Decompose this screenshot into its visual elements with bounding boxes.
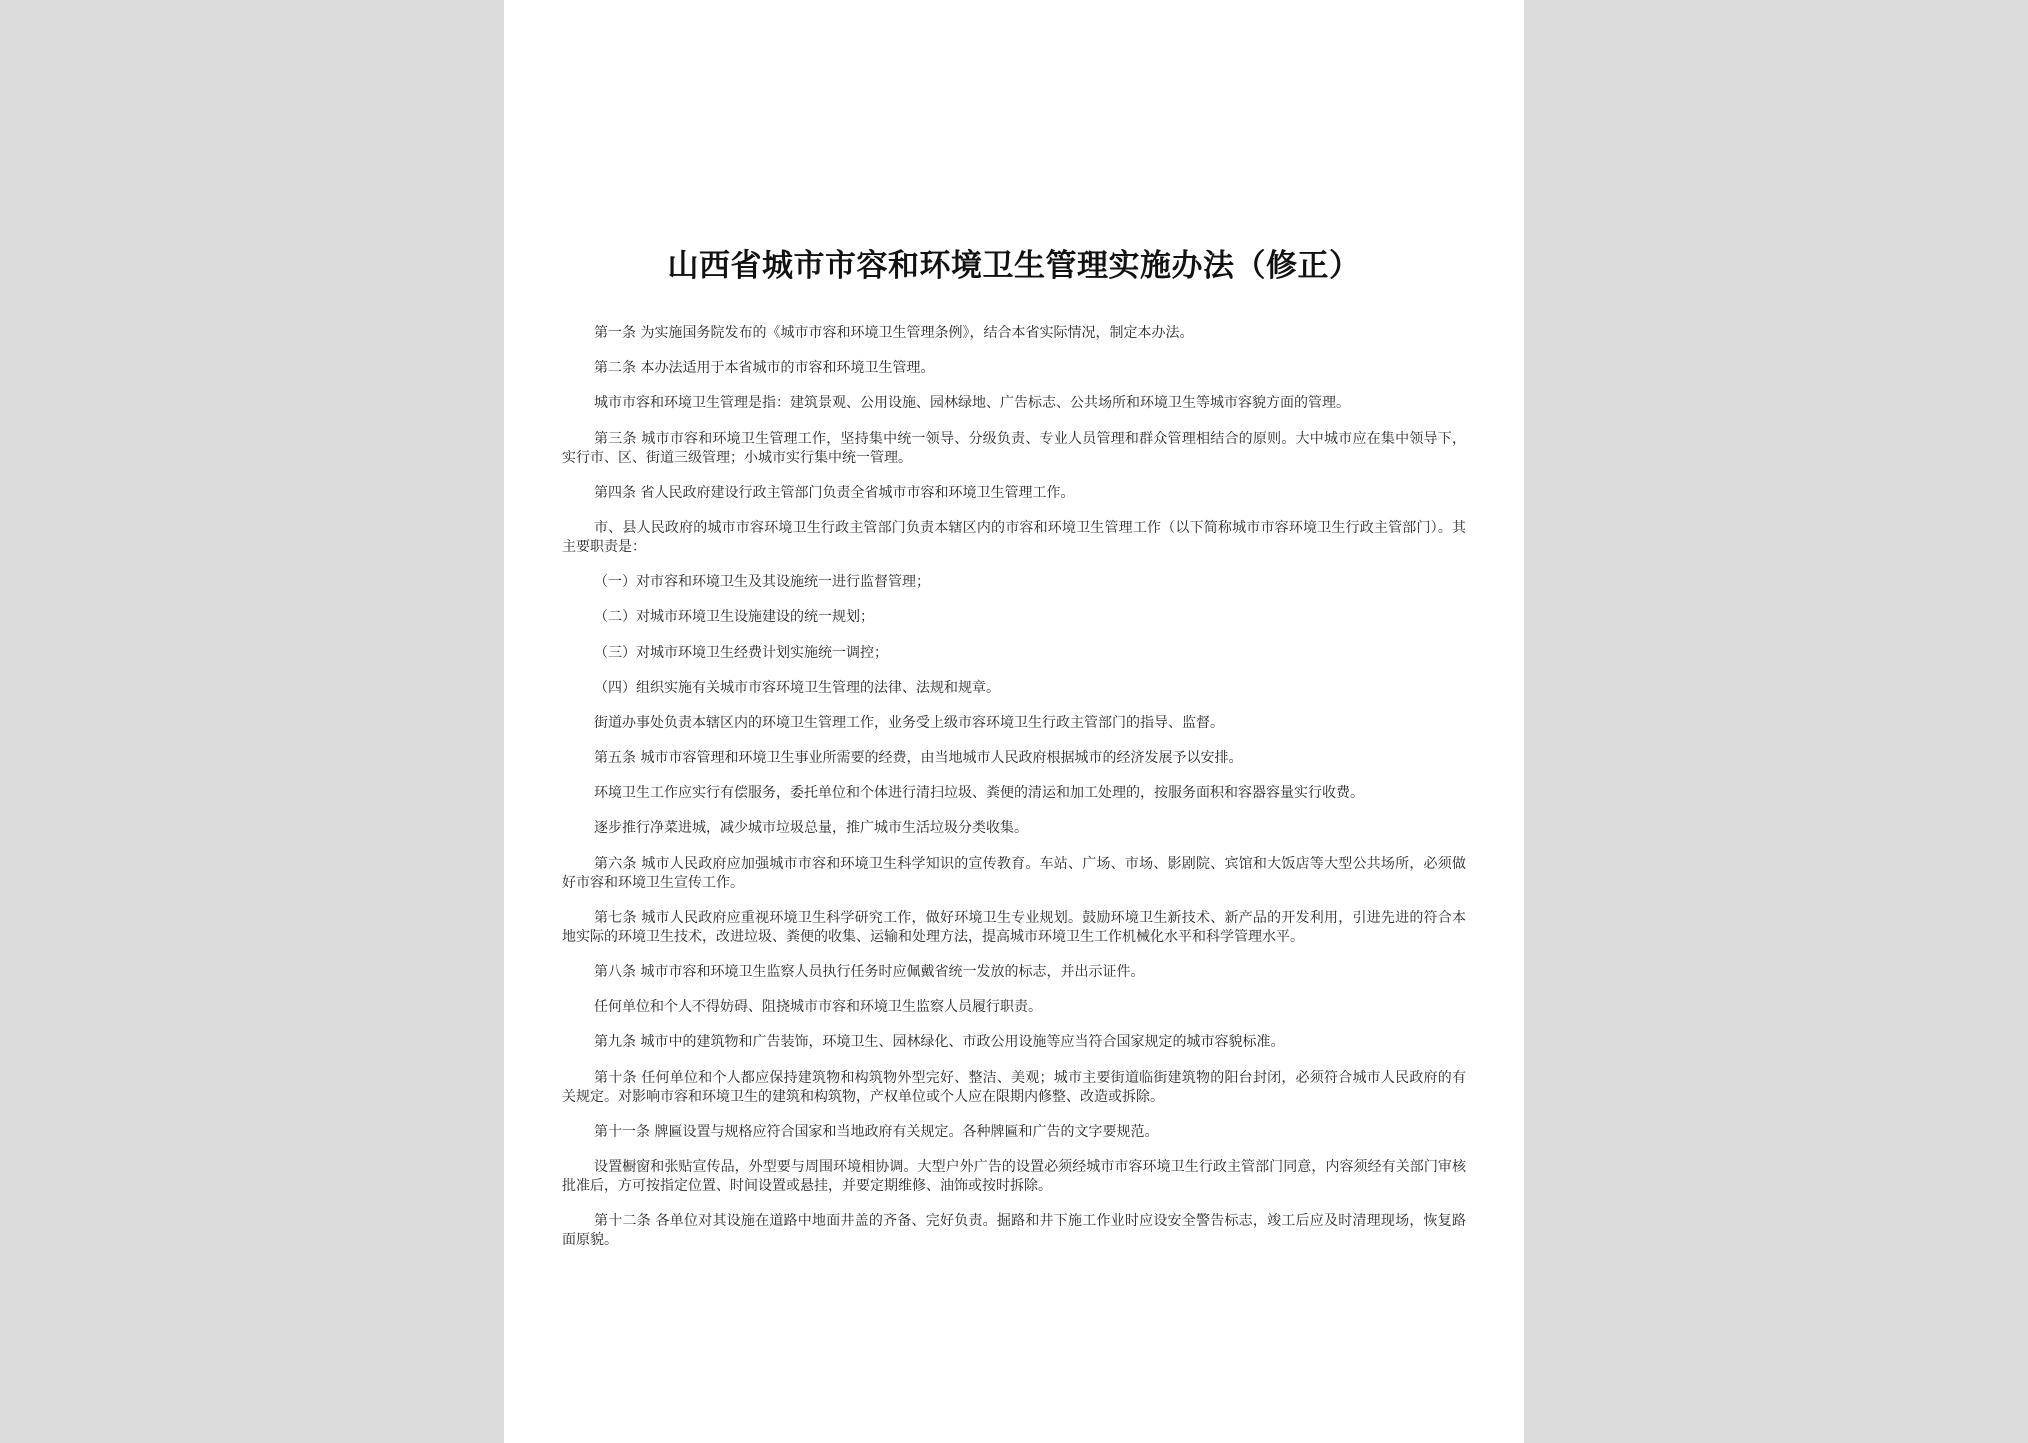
paragraph-7: （一）对市容和环境卫生及其设施统一进行监督管理； [594, 574, 930, 591]
paragraph-10: （四）组织实施有关城市市容环境卫生管理的法律、法规和规章。 [594, 679, 1000, 696]
paragraph-5: 第四条 省人民政府建设行政主管部门负责全省城市市容和环境卫生管理工作。 [594, 484, 1075, 501]
paragraph-6: 市、县人民政府的城市市容环境卫生行政主管部门负责本辖区内的市容和环境卫生管理工作（以下简称城市市容环境卫生行政主管部门）。其主要职责是： [562, 519, 1466, 555]
paragraph-9: （三）对城市环境卫生经费计划实施统一调控； [594, 644, 888, 661]
paragraph-8: （二）对城市环境卫生设施建设的统一规划； [594, 609, 874, 626]
document-title: 山西省城市市容和环境卫生管理实施办法（修正） [667, 248, 1361, 284]
paragraph-20: 第十条 任何单位和个人都应保持建筑物和构筑物外型完好、整洁、美观；城市主要街道临街建筑物的阳台封闭，必须符合城市人民政府的有关规定。对影响市容和环境卫生的建筑和构筑物，产权单位或个人应在限期内修整、改造或拆除。 [562, 1069, 1466, 1105]
paragraph-23: 第十二条 各单位对其设施在道路中地面井盖的齐备、完好负责。掘路和井下施工作业时应设安全警告标志，竣工后应及时清理现场，恢复路面原貌。 [562, 1213, 1466, 1249]
paragraph-12: 第五条 城市市容管理和环境卫生事业所需要的经费，由当地城市人民政府根据城市的经济发展予以安排。 [594, 750, 1243, 767]
paragraph-21: 第十一条 牌匾设置与规格应符合国家和当地政府有关规定。各种牌匾和广告的文字要规范。 [594, 1123, 1159, 1140]
paragraph-22: 设置橱窗和张贴宣传品，外型要与周围环境相协调。大型户外广告的设置必须经城市市容环境卫生行政主管部门同意，内容须经有关部门审核批准后，方可按指定位置、时间设置或悬挂，并要定期维修、油饰或按时拆除。 [562, 1158, 1466, 1194]
paragraph-17: 第八条 城市市容和环境卫生监察人员执行任务时应佩戴省统一发放的标志，并出示证件。 [594, 964, 1145, 980]
paragraph-15: 第六条 城市人民政府应加强城市市容和环境卫生科学知识的宣传教育。车站、广场、市场、影剧院、宾馆和大饭店等大型公共场所，必须做好市容和环境卫生宣传工作。 [562, 855, 1466, 891]
paragraph-1: 第一条 为实施国务院发布的《城市市容和环境卫生管理条例》，结合本省实际情况，制定本办法。 [594, 325, 1194, 341]
document-body [562, 324, 1466, 1250]
paragraph-19: 第九条 城市中的建筑物和广告装饰，环境卫生、园林绿化、市政公用设施等应当符合国家规定的城市容貌标准。 [594, 1034, 1285, 1051]
paragraph-16: 第七条 城市人民政府应重视环境卫生科学研究工作，做好环境卫生专业规划。鼓励环境卫生新技术、新产品的开发利用，引进先进的符合本地实际的环境卫生技术，改进垃圾、粪便的收集、运输和处理方法，提高城市环境卫生工作机械化水平和科学管理水平。 [562, 909, 1466, 945]
paragraph-2: 第二条 本办法适用于本省城市的市容和环境卫生管理。 [594, 360, 935, 377]
paragraph-18: 任何单位和个人不得妨碍、阻挠城市市容和环境卫生监察人员履行职责。 [594, 999, 1042, 1016]
paragraph-4: 第三条 城市市容和环境卫生管理工作，坚持集中统一领导、分级负责、专业人员管理和群众管理相结合的原则。大中城市应在集中领导下，实行市、区、街道三级管理；小城市实行集中统一管理。 [562, 430, 1466, 466]
paragraph-14: 逐步推行净菜进城，减少城市垃圾总量，推广城市生活垃圾分类收集。 [594, 820, 1028, 837]
document-page [504, 0, 1524, 1443]
paragraph-11: 街道办事处负责本辖区内的环境卫生管理工作，业务受上级市容环境卫生行政主管部门的指导、监督。 [594, 714, 1224, 731]
paragraph-13: 环境卫生工作应实行有偿服务，委托单位和个体进行清扫垃圾、粪便的清运和加工处理的，按服务面积和容器容量实行收费。 [594, 785, 1364, 802]
paragraph-3: 城市市容和环境卫生管理是指：建筑景观、公用设施、园林绿地、广告标志、公共场所和环境卫生等城市容貌方面的管理。 [594, 395, 1350, 412]
